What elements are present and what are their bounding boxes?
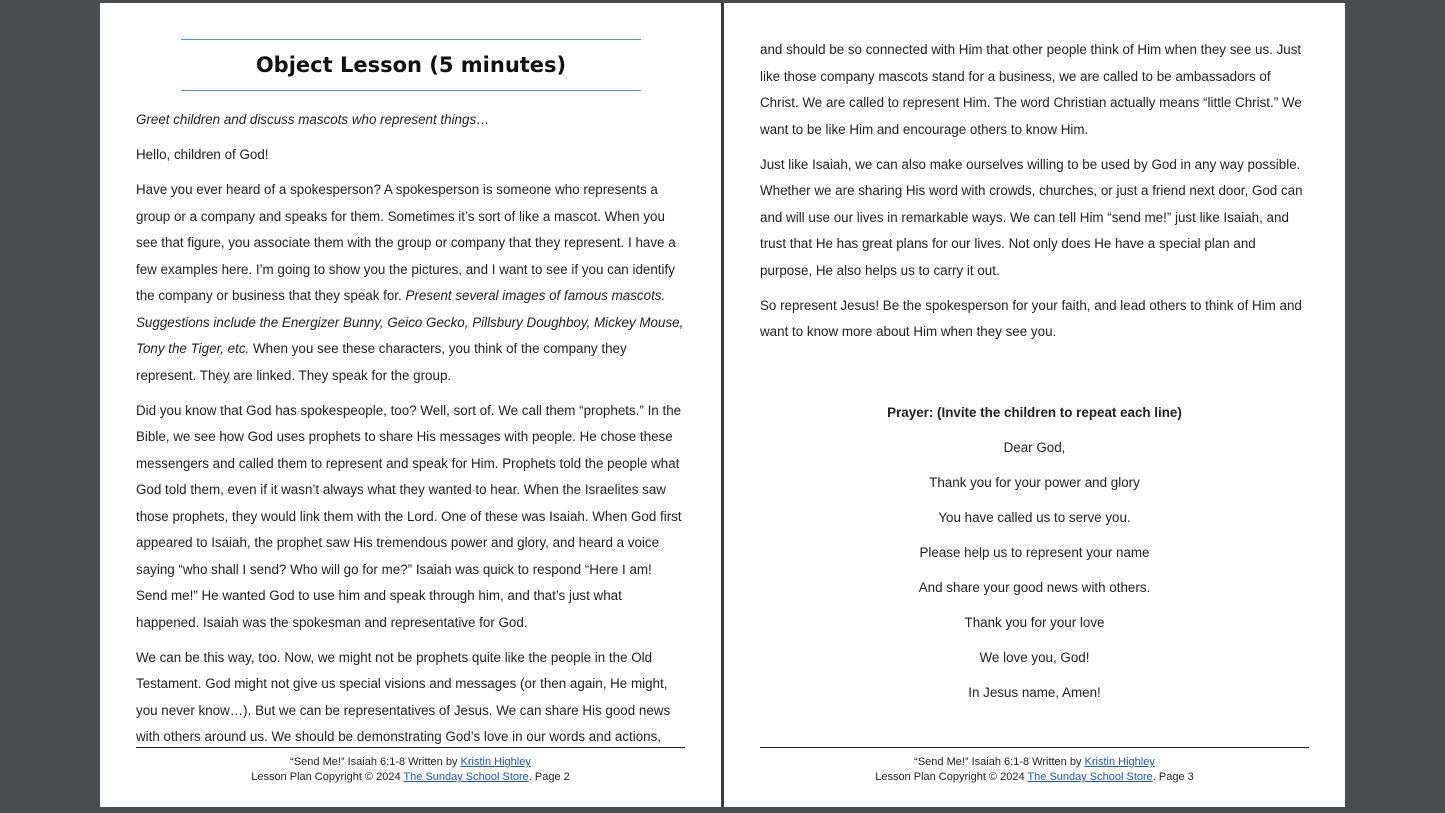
title-bottom-rule xyxy=(181,90,641,91)
paragraph-representatives: We can be this way, too. Now, we might not be prophets quite like the people in the Old Testament. God might not give us special visions and messages (or then again, He might, you never know…). But we can be representatives of Jesus. We can share His good news with others around us. We should be demonstrating God’s love in our words and actions, xyxy=(136,649,671,744)
paragraph-text: Have you ever heard of a spokesperson? A spokesperson is someone who represents a group or a company and speaks for them. Sometimes it’s sort of like a mascot. When you see that figure, you associate them with the group or company that they represent. I have a few examples here. I’m going to show you the pictures, and I want to see if you can identify the company or business that they speak for. xyxy=(136,182,676,303)
page-number: . Page 3 xyxy=(1152,771,1194,783)
prayer-line: Thank you for your power and glory xyxy=(929,474,1140,490)
paragraph-text: When you see these characters, you think of the company they represent. They are linked. They speak for the group. xyxy=(136,341,627,383)
store-link[interactable]: The Sunday School Store xyxy=(1027,771,1153,783)
author-link[interactable]: Kristin Highley xyxy=(1084,756,1155,768)
prayer-line: In Jesus name, Amen! xyxy=(968,684,1101,700)
prayer-line: We love you, God! xyxy=(979,649,1090,665)
footer-rule xyxy=(136,747,685,748)
paragraph-ambassadors: and should be so connected with Him that other people think of Him when they see us. Just like those company mascots stand for a business, we are called to be ambassadors of Christ. We are called to represent Him. The word Christian actually means “little Christ.” We want to be like Him and encourage others to know Him. xyxy=(760,42,1302,137)
paragraph-willing: Just like Isaiah, we can also make ourselves willing to be used by God in any way possible. Whether we are sharing His word with crowds, churches, or just a friend next door, God can and will use our lives in remarkable ways. We can tell Him “send me!” just like Isaiah, and trust that He has great plans for our lives. Not only does He have a special plan and purpose, He also helps us to carry it out. xyxy=(760,156,1303,278)
title-block xyxy=(181,39,641,91)
prayer-line: Please help us to represent your name xyxy=(919,544,1150,560)
prayer-section xyxy=(760,400,1309,707)
greet-instruction: Greet children and discuss mascots who represent things… xyxy=(136,112,490,127)
paragraph-prophets: Did you know that God has spokespeople, too? Well, sort of. We call them “prophets.” In the Bible, we see how God uses prophets to share His messages with people. He chose these messengers and called them to represent and speak for Him. Prophets told the people what God told them, even if it wasn’t always what they wanted to hear. When the Israelites saw those prophets, they would link them with the Lord. One of these was Isaiah. When God first appeared to Isaiah, the prophet saw His tremendous power and glory, and heard a voice saying “who shall I send? Who will go for me?” Isaiah was quick to respond “Here I am! Send me!” He wanted God to use him and speak through him, and that’s just what happened. Isaiah was the spokesman and representative for God. xyxy=(136,402,682,630)
page-2-body xyxy=(136,107,685,759)
page-footer xyxy=(100,755,721,785)
footer-copyright: Lesson Plan Copyright © 2024 xyxy=(875,771,1028,783)
prayer-heading: Prayer: (Invite the children to repeat each line) xyxy=(887,404,1182,420)
footer-line-1 xyxy=(724,755,1345,770)
mascot-instruction: Present several images of famous mascots. Suggestions include the Energizer Bunny, Geico Gecko, Pillsbury Doughboy, Mickey Mouse, Tony the Tiger, etc. xyxy=(136,288,684,356)
paragraph-represent-jesus: So represent Jesus! Be the spokesperson for your faith, and lead others to think of Him and want to know more about Him when they see you. xyxy=(760,297,1302,339)
page-3 xyxy=(724,3,1345,807)
author-link[interactable]: Kristin Highley xyxy=(460,756,531,768)
footer-line-2 xyxy=(100,770,721,785)
footer-copyright: Lesson Plan Copyright © 2024 xyxy=(251,771,404,783)
footer-rule xyxy=(760,747,1309,748)
greeting: Hello, children of God! xyxy=(136,147,269,162)
footer-line-2 xyxy=(724,770,1345,785)
prayer-line: And share your good news with others. xyxy=(918,579,1151,595)
prayer-line: Dear God, xyxy=(1003,439,1066,455)
prayer-line: You have called us to serve you. xyxy=(938,509,1131,525)
page-3-body xyxy=(760,37,1309,715)
page-number: . Page 2 xyxy=(528,771,570,783)
page-footer xyxy=(724,755,1345,785)
page-title: Object Lesson (5 minutes) xyxy=(255,53,567,77)
store-link[interactable]: The Sunday School Store xyxy=(403,771,529,783)
footer-line-1 xyxy=(100,755,721,770)
page-2 xyxy=(100,3,721,807)
footer-credit: “Send Me!” Isaiah 6:1-8 Written by xyxy=(914,756,1085,768)
prayer-line: Thank you for your love xyxy=(964,614,1105,630)
footer-credit: “Send Me!” Isaiah 6:1-8 Written by xyxy=(290,756,461,768)
paragraph-spokesperson xyxy=(136,177,685,389)
